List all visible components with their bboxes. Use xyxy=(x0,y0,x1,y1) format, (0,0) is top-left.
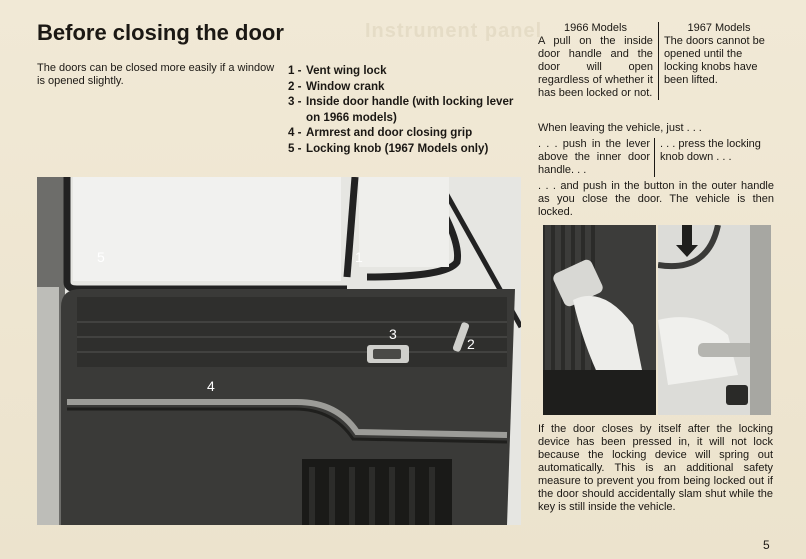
inner-handle-illustration xyxy=(543,225,656,415)
safety-note: If the door closes by itself after the locking device has been pressed in, it will not lock because the locking device will spring out automatically. This is an additional safety measure to prevent you from being locked out if the door should accidentally slam shut while the key is still inside the vehicle. xyxy=(538,423,773,513)
door-panel-photo xyxy=(37,177,521,525)
legend-label: Inside door handle (with locking lever on 1966 models) xyxy=(306,95,514,124)
callout-3: 3 xyxy=(389,326,397,342)
callout-5: 5 xyxy=(97,249,105,265)
leaving-steps xyxy=(538,138,774,177)
parts-legend xyxy=(288,63,526,157)
model-1967-column xyxy=(658,22,774,100)
legend-number: 3 - xyxy=(288,95,302,109)
legend-item xyxy=(288,94,526,125)
page-number: 5 xyxy=(763,538,770,552)
legend-number: 1 - xyxy=(288,64,302,77)
model-1966-text: A pull on the inside door handle and the door will open regardless of whether it has been locked or not. xyxy=(538,35,653,99)
legend-item xyxy=(288,63,526,79)
callout-4: 4 xyxy=(207,378,215,394)
legend-label: Locking knob (1967 Models only) xyxy=(306,141,489,155)
leaving-lead: When leaving the vehicle, just . . . xyxy=(538,122,702,134)
model-1966-column xyxy=(538,22,658,100)
model-1966-header: 1966 Models xyxy=(563,22,627,34)
page-title: Before closing the door xyxy=(37,20,284,45)
model-1967-header: 1967 Models xyxy=(687,22,751,34)
callout-2: 2 xyxy=(467,336,475,352)
legend-number: 4 - xyxy=(288,126,302,140)
legend-label: Vent wing lock xyxy=(306,64,387,77)
locking-knob-illustration xyxy=(658,225,771,415)
legend-number: 2 - xyxy=(288,79,302,93)
legend-item xyxy=(288,79,526,95)
legend-number: 5 - xyxy=(288,141,302,155)
model-1967-text: The doors cannot be opened until the locking knobs have been lifted. xyxy=(663,35,765,86)
intro-text: The doors can be closed more easily if a window is opened slightly. xyxy=(37,62,275,87)
down-arrow-icon xyxy=(682,225,692,247)
locking-knob-photo xyxy=(658,225,771,415)
leaving-step-knob: . . . press the locking knob down . . . xyxy=(654,138,774,177)
leaving-step-outer: . . . and push in the button in the outer handle as you close the door. The vehicle is then locked. xyxy=(538,180,774,218)
inner-handle-photo xyxy=(543,225,656,415)
legend-label: Armrest and door closing grip xyxy=(306,126,473,140)
legend-item xyxy=(288,125,526,141)
legend-item xyxy=(288,141,526,157)
leaving-step-lever: . . . push in the lever above the inner door handle. . . xyxy=(538,138,650,176)
legend-label: Window crank xyxy=(306,79,385,93)
door-panel-illustration xyxy=(37,177,521,525)
model-comparison xyxy=(538,22,774,100)
show-through-text: Instrument panel xyxy=(365,20,543,42)
callout-1: 1 xyxy=(355,249,363,265)
